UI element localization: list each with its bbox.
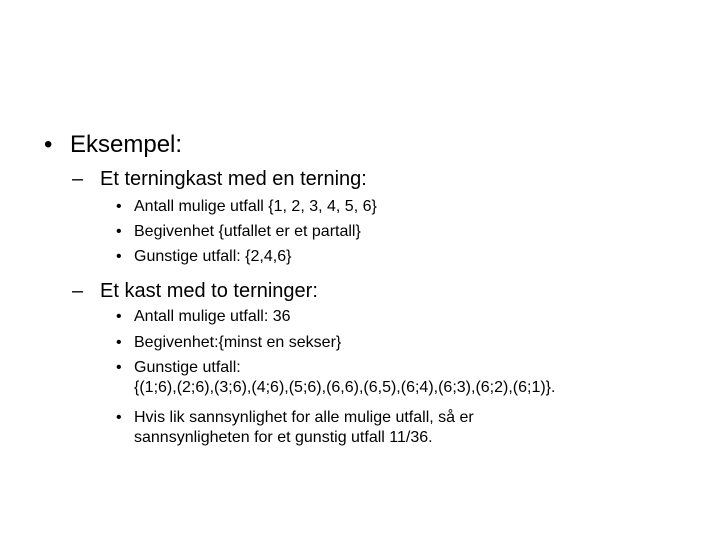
s1-item2-bullet: • [116, 223, 122, 240]
s2-item1-bullet: • [116, 308, 122, 325]
s2-item3-text-line2: {(1;6),(2;6),(3;6),(4;6),(5;6),(6,6),(6,5),(6;4),(6;3),(6;2),(6;1)}. [134, 379, 556, 396]
s1-item1-text: Antall mulige utfall {1, 2, 3, 4, 5, 6} [134, 198, 377, 215]
section2-heading: Et kast med to terninger: [100, 280, 318, 302]
s1-item1-bullet: • [116, 198, 122, 215]
s1-item3-bullet: • [116, 248, 122, 265]
s1-item3-text: Gunstige utfall: {2,4,6} [134, 248, 292, 265]
s2-item3-text-line1: Gunstige utfall: [134, 359, 241, 376]
s2-item3-bullet: • [116, 359, 122, 376]
level1-text: Eksempel: [70, 131, 183, 158]
s2-item4-text-line2: sannsynligheten for et gunstig utfall 11/36. [134, 429, 433, 446]
section2-bullet: – [72, 280, 84, 302]
s1-item2-text: Begivenhet {utfallet er et partall} [134, 223, 361, 240]
s2-item1-text: Antall mulige utfall: 36 [134, 308, 291, 325]
section1-bullet: – [72, 168, 84, 190]
s2-item4-text-line1: Hvis lik sannsynlighet for alle mulige utfall, så er [134, 409, 474, 426]
s2-item4-bullet: • [116, 409, 122, 426]
level1-bullet: • [44, 131, 53, 158]
section1-heading: Et terningkast med en terning: [100, 168, 367, 190]
s2-item2-text: Begivenhet:{minst en sekser} [134, 334, 342, 351]
s2-item2-bullet: • [116, 334, 122, 351]
